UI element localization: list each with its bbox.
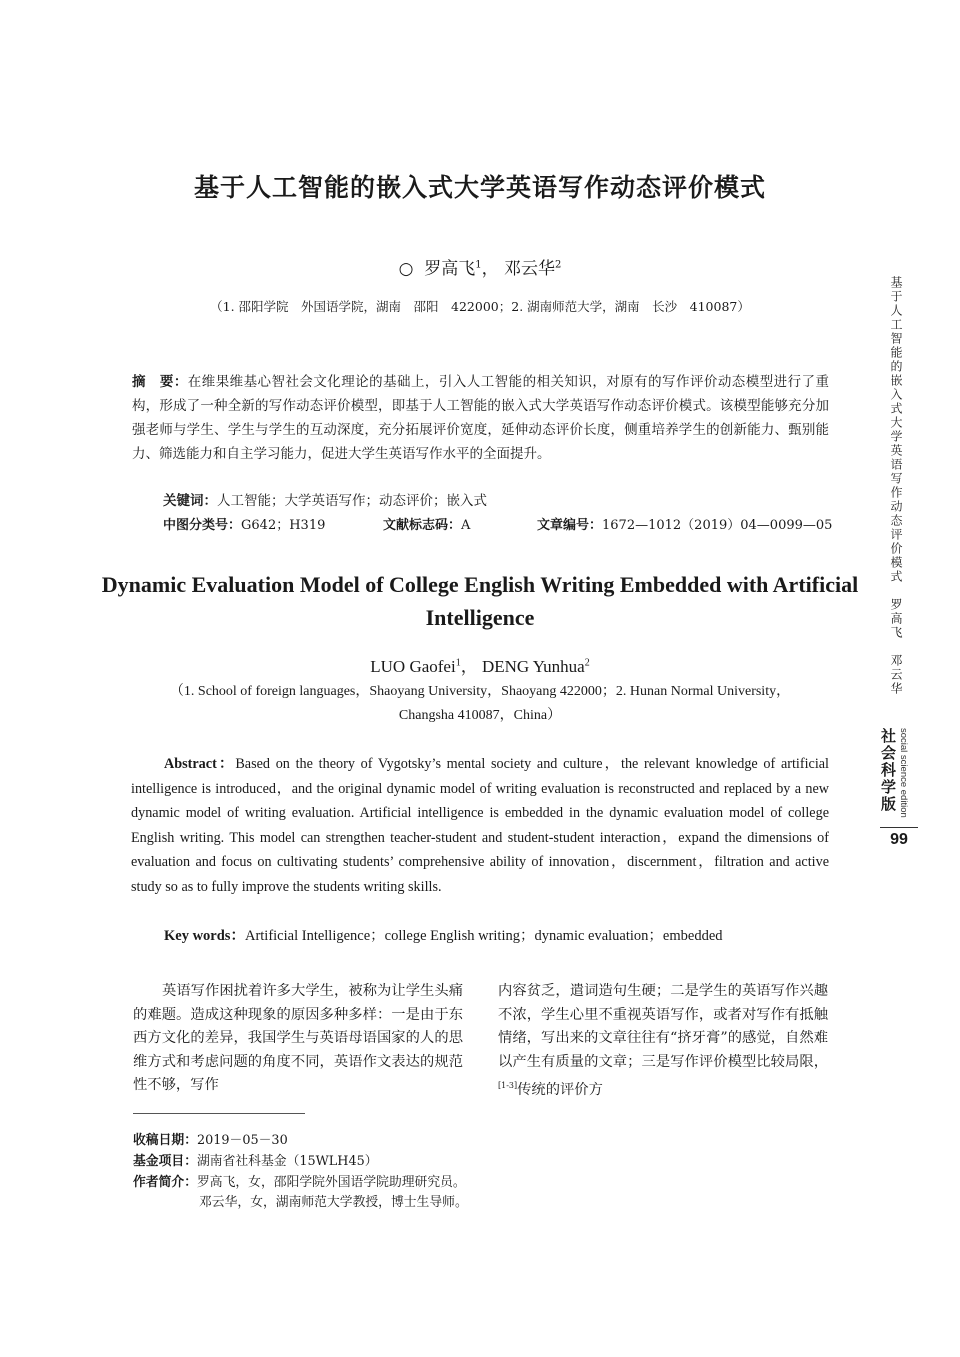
author-1-sup: 1 [475, 259, 482, 271]
keywords-cn-text: 人工智能；大学英语写作；动态评价；嵌入式 [217, 493, 487, 509]
received-value: 2019－05－30 [196, 1133, 288, 1148]
clc-label: 中图分类号： [163, 518, 242, 533]
author-2-en: DENG Yunhua [481, 657, 585, 676]
affiliation-en: （1. School of foreign languages，Shaoyang University，Shaoyang 422000；2. Hunan Normal University，Changsha 410087，China） [169, 684, 791, 723]
authors-cn [0, 254, 960, 279]
fund-label: 基金项目： [133, 1154, 197, 1169]
body-right-text: 内容贫乏，遣词造句生硬；二是学生的英语写作兴趣不浓，学生心里不重视英语写作，或者对写作有抵触情绪，写出来的文章往往有“挤牙膏”的感觉，自然难以产生有质量的文章；三是写作评价模型比较局限， [498, 983, 828, 1070]
abstract-cn-text: 在维果维基心智社会文化理论的基础上，引入人工智能的相关知识，对原有的写作评价动态模型进行了重构，形成了一种全新的写作动态评价模型，即基于人工智能的嵌入式大学英语写作动态评价模式。该模型能够充分加强老师与学生、学生与学生的互动深度，充分拓展评价宽度，延伸动态评价长度，侧重培养学生的创新能力、甄别能力、筛选能力和自主学习能力，促进大学生英语写作水平的全面提升。 [132, 374, 829, 462]
clc-number [163, 514, 325, 533]
body-column-left: 英语写作困扰着许多大学生，被称为让学生头痛的难题。造成这种现象的原因多种多样：一是由于东西方文化的差异，我国学生与英语母语国家的人的思维方式和考虑问题的角度不同，英语作文表达的规范性不够，写作 [133, 983, 463, 1093]
doc-code-value: A [461, 518, 471, 533]
keywords-cn [163, 489, 487, 509]
page-number: 99 [890, 831, 908, 848]
clc-value: G642；H319 [241, 518, 326, 533]
paper-title-cn: 基于人工智能的嵌入式大学英语写作动态评价模式 [193, 173, 766, 202]
received-label: 收稿日期： [133, 1133, 197, 1148]
keywords-cn-label: 关键词： [163, 493, 217, 509]
footnote-bio [133, 1173, 466, 1193]
author-1-en: LUO Gaofei [370, 657, 456, 676]
bio-line-1: 罗高飞，女，邵阳学院外国语学院助理研究员。 [196, 1175, 466, 1190]
footnote-divider [133, 1113, 305, 1114]
journal-name-en: social science edition [898, 728, 909, 818]
author-1-cn: 罗高飞 [424, 259, 476, 279]
body-column-right [498, 980, 828, 1102]
abstract-en [131, 752, 829, 899]
author-1-en-sup: 1 [455, 657, 461, 669]
footnote-fund [133, 1152, 378, 1172]
abstract-en-label: Abstract： [164, 756, 236, 772]
bio-label: 作者简介： [133, 1175, 197, 1190]
abstract-cn [132, 370, 829, 466]
author-sep: ， [481, 259, 499, 279]
keywords-en-text: Artificial Intelligence；college English writing；dynamic evaluation；embedded [244, 928, 723, 944]
document-code [383, 514, 470, 533]
author-marker: ○ [398, 259, 414, 279]
abstract-cn-label: 摘 要： [132, 374, 188, 390]
article-number [537, 514, 832, 533]
author-2-cn: 邓云华 [504, 259, 556, 279]
journal-name-cn: 社会科学版 [879, 728, 897, 813]
citation-ref: [1-3] [498, 1081, 518, 1090]
author-2-en-sup: 2 [584, 657, 590, 669]
article-no-label: 文章编号： [537, 518, 603, 533]
abstract-en-text: Based on the theory of Vygotsky’s mental society and culture，the relevant knowledge of artificial intelligence is introduced，and the original dynamic model of writing evaluation is reconstructed and replaced by a new dynamic model of writing evaluation. Artificial intelligence is embedded in the dynamic evaluation model of college English writing. This model can strengthen teacher-student and student-student interaction，expand the dimensions of evaluation and focus on cultivating students’ comprehensive ability of innovation，discernment，filtration and active study so as to fully improve the students writing skills. [131, 756, 830, 895]
affiliation-cn: （1. 邵阳学院 外国语学院，湖南 邵阳 422000；2. 湖南师范大学，湖南 长沙 410087） [210, 299, 750, 314]
footnote-received [133, 1131, 288, 1151]
keywords-en [164, 924, 723, 945]
footnote-bio-2: 邓云华，女，湖南师范大学教授，博士生导师。 [199, 1195, 468, 1210]
paper-title-en: Dynamic Evaluation Model of College English Writing Embedded with Artificial Intelligence [101, 572, 859, 630]
author-en-sep: ， [460, 657, 478, 676]
running-title-vertical: 基于人工智能的嵌入式大学英语写作动态评价模式 罗高飞 邓云华 [889, 276, 903, 696]
body-right-text-end: 传统的评价方 [517, 1081, 603, 1098]
page-number-rule [880, 827, 918, 828]
keywords-en-label: Key words： [164, 928, 245, 944]
article-no-value: 1672—1012（2019）04—0099—05 [602, 518, 833, 533]
journal-section-mark [878, 728, 920, 818]
doc-code-label: 文献标志码： [383, 518, 462, 533]
fund-value: 湖南省社科基金（15WLH45） [196, 1154, 378, 1169]
authors-en [0, 652, 960, 677]
author-2-sup: 2 [555, 259, 562, 271]
